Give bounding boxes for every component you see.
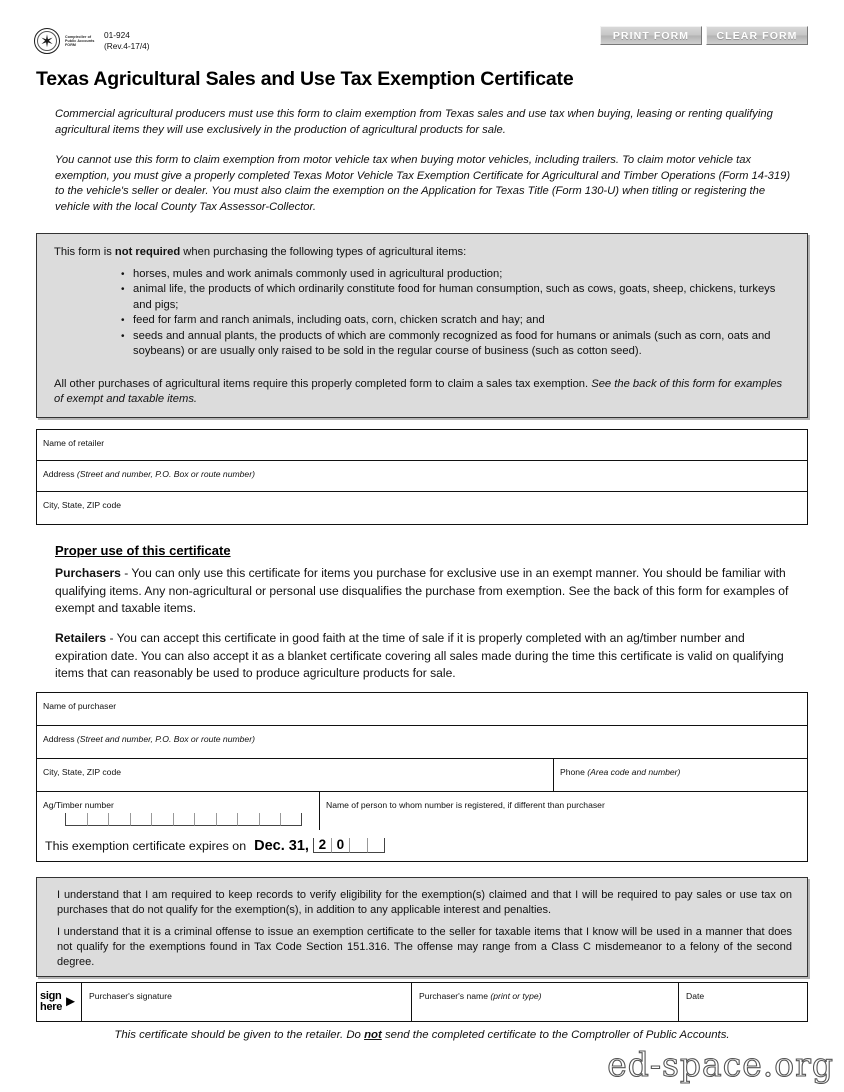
acknowledgement-paragraph-1: I understand that I am required to keep records to verify eligibility for the exemption(s) claimed and that I will be required to pay sales or use tax on purchases that do not qualify for the exemption(s), in addition to any applicable interest and penalties. — [57, 889, 792, 917]
retailer-name-label: Name of retailer — [43, 438, 105, 448]
purchaser-phone-label: Phone (Area code and number) — [560, 767, 681, 777]
purchaser-printed-name-label: Purchaser's name (print or type) — [419, 991, 542, 1001]
clear-form-button[interactable]: CLEAR FORM — [706, 26, 808, 45]
form-number-block — [104, 30, 150, 52]
agtimber-digit-cell[interactable] — [151, 813, 173, 826]
signature-date-field[interactable] — [679, 983, 807, 1021]
purchaser-name-field[interactable] — [37, 693, 807, 725]
table-row — [37, 693, 807, 726]
agency-name-label: Comptroller of Public Accounts FORM — [65, 34, 95, 48]
footer-italic-text: See the back of this form for examples of exempt and taxable items. — [54, 378, 783, 406]
expiration-fixed-date: Dec. 31, — [254, 837, 309, 854]
table-row — [37, 759, 807, 792]
agtimber-digit-cell[interactable] — [216, 813, 238, 826]
purchaser-city-field[interactable] — [37, 759, 554, 791]
retailer-fields-table — [36, 429, 808, 525]
expiration-year-digit[interactable]: 0 — [331, 838, 349, 853]
agtimber-digit-cell[interactable] — [280, 813, 302, 826]
purchaser-address-label: Address (Street and number, P.O. Box or route number) — [43, 734, 255, 744]
table-row — [37, 492, 807, 523]
list-item: • horses, mules and work animals commonly used in agricultural production; — [119, 267, 779, 282]
retailer-city-field[interactable] — [37, 492, 807, 523]
agtimber-digit-cell[interactable] — [108, 813, 130, 826]
purchasers-label: Purchasers — [55, 566, 121, 580]
lead-prefix: This form is — [54, 246, 115, 258]
intro-paragraph-1: Commercial agricultural producers must use this form to claim exemption from Texas sales and use tax when buying, leasing or renting qualifying agricultural items they will use exclusively in the production of agricultural products for sale. — [55, 108, 773, 136]
list-item: • feed for farm and ranch animals, including oats, corn, chicken scratch and hay; and — [119, 313, 779, 328]
sign-here-text — [40, 991, 62, 1013]
acknowledgement-paragraph-2: I understand that it is a criminal offense to issue an exemption certificate to the seller for taxable items that I know will be used in a manner that does not qualify for the exemptions found in Tax Code Section 151.316. The offense may range from a Class C misdemeanor to a felony of the second degree. — [57, 926, 792, 969]
retailers-paragraph — [55, 630, 800, 683]
purchaser-city-label: City, State, ZIP code — [43, 767, 122, 777]
registered-name-label: Name of person to whom number is registered, if different than purchaser — [326, 800, 605, 810]
sign-here-line-2: here — [40, 1001, 63, 1013]
expiration-year-digit[interactable]: 2 — [313, 838, 331, 853]
footer-note-bold: not — [364, 1029, 382, 1041]
footer-note-part-2: send the completed certificate to the Comptroller of Public Accounts. — [381, 1029, 730, 1041]
agtimber-digit-cell[interactable] — [173, 813, 195, 826]
footer-normal-text: All other purchases of agricultural items require this properly completed form to claim a sales tax exemption. — [54, 378, 592, 390]
agtimber-digit-cell[interactable] — [130, 813, 152, 826]
list-item: • seeds and annual plants, the products of which are commonly recognized as food for humans or animals (such as corn, oats and soybeans) or are usually only raised to be sold in the regular course of business (such as cotton seed). — [119, 329, 779, 360]
purchasers-paragraph — [55, 565, 800, 618]
purchaser-phone-field[interactable] — [554, 759, 807, 791]
expiration-year-digit[interactable] — [349, 838, 367, 853]
retailer-address-field[interactable] — [37, 461, 807, 491]
right-arrow-icon: ► — [63, 993, 78, 1010]
not-required-bullet-list — [119, 267, 779, 359]
purchaser-address-field[interactable] — [37, 726, 807, 758]
footer-note-part-1: This certificate should be given to the retailer. Do — [114, 1029, 365, 1041]
agtimber-digit-cell[interactable] — [194, 813, 216, 826]
retailers-text: - You can accept this certificate in good faith at the time of sale if it is properly completed with an ag/timber number and expiration date. You can also accept it as a blanket certificate covering all sales made during the time this certificate is valid on qualifying items that can reasonably be used to produce agriculture products for sale. — [55, 631, 784, 681]
purchaser-signature-field[interactable] — [82, 983, 412, 1021]
agtimber-digit-cell[interactable] — [237, 813, 259, 826]
signature-date-label: Date — [686, 991, 705, 1001]
form-header — [0, 0, 844, 58]
agency-logo-block — [34, 28, 150, 54]
signature-table — [36, 982, 808, 1022]
lead-suffix: when purchasing the following types of agricultural items: — [180, 246, 467, 258]
purchaser-name-label: Name of purchaser — [43, 701, 117, 711]
texas-star-seal-icon: ✶ — [34, 28, 60, 54]
agtimber-number-field[interactable] — [37, 792, 320, 832]
proper-use-heading: Proper use of this certificate — [55, 543, 231, 558]
table-row — [37, 461, 807, 492]
expiration-year-digit[interactable] — [367, 838, 385, 853]
footer-note — [0, 1029, 844, 1041]
purchaser-printed-name-field[interactable] — [412, 983, 679, 1021]
form-action-buttons — [600, 26, 808, 45]
page-title: Texas Agricultural Sales and Use Tax Exemption Certificate — [36, 68, 574, 90]
retailer-address-label: Address (Street and number, P.O. Box or route number) — [43, 469, 255, 479]
agtimber-digit-cell[interactable] — [87, 813, 109, 826]
registered-name-field[interactable] — [320, 792, 807, 832]
purchasers-text: - You can only use this certificate for items you purchase for exclusive use in an exempt manner. You should be familiar with qualifying items. Any non-agricultural or personal use disqualifies the purchase from exemption. See the back of this form for examples of exempt and taxable items. — [55, 566, 789, 616]
sign-here-line-1: sign — [40, 990, 62, 1002]
form-revision: (Rev.4-17/4) — [104, 41, 150, 51]
agtimber-digit-cell[interactable] — [259, 813, 281, 826]
retailers-label: Retailers — [55, 631, 107, 645]
print-form-button[interactable]: PRINT FORM — [600, 26, 702, 45]
expiration-date-row — [36, 830, 808, 862]
agtimber-number-label: Ag/Timber number — [43, 800, 114, 810]
table-row — [37, 792, 807, 832]
retailer-name-field[interactable] — [37, 430, 807, 460]
expiration-label: This exemption certificate expires on — [45, 838, 247, 853]
table-row — [37, 430, 807, 461]
not-required-lead — [54, 245, 466, 260]
acknowledgement-panel — [36, 877, 808, 977]
list-item: • animal life, the products of which ordinarily constitute food for human consumption, such as cows, goats, sheep, chickens, turkeys and pigs; — [119, 282, 779, 313]
retailer-city-label: City, State, ZIP code — [43, 500, 122, 510]
not-required-panel — [36, 233, 808, 418]
purchaser-signature-label: Purchaser's signature — [89, 991, 172, 1001]
agtimber-number-segments[interactable] — [65, 813, 302, 826]
form-number: 01-924 — [104, 30, 130, 40]
intro-paragraph-2: You cannot use this form to claim exemption from motor vehicle tax when buying motor vehicles, including trailers. To claim motor vehicle tax exemption, you must give a properly completed Texas Motor Vehicle Tax Exemption Certificate for Agricultural and Timber Operations (Form 14-319) to the vehicle's seller or dealer. You must also claim the exemption on the Application for Texas Title (Form 130-U) when titling or registering the vehicle with the local County Tax Assessor-Collector. — [55, 154, 791, 213]
sign-here-marker — [37, 983, 82, 1021]
lead-bold: not required — [114, 246, 181, 258]
not-required-footer — [54, 377, 794, 408]
site-watermark: ed-space.org — [607, 1045, 834, 1084]
table-row — [37, 726, 807, 759]
expiration-year-input[interactable] — [313, 838, 385, 853]
agtimber-digit-cell[interactable] — [65, 813, 87, 826]
